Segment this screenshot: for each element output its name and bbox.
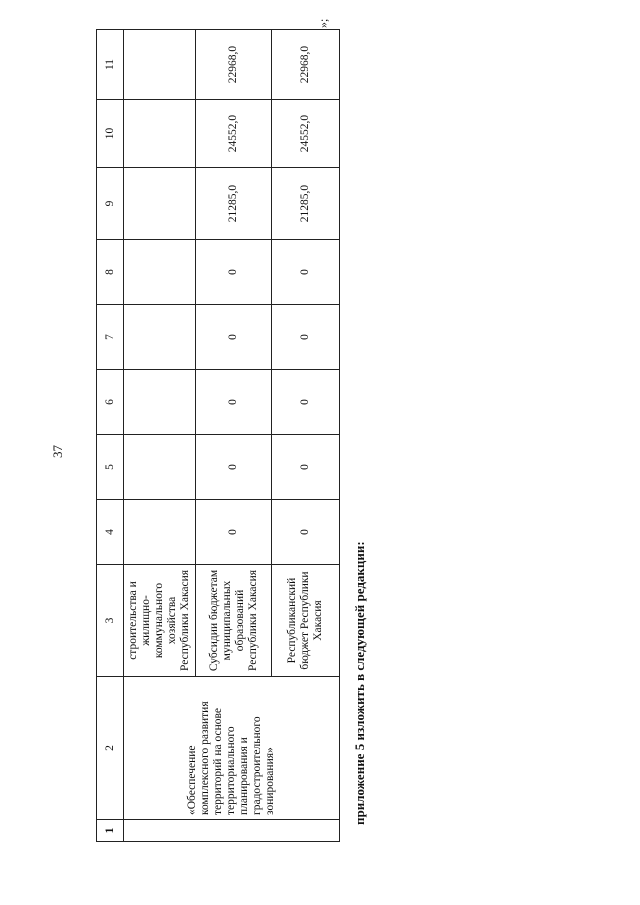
value-cell [124,500,196,565]
column-number: 10 [97,100,124,168]
value-cell: 0 [272,305,340,370]
value-cell: 24552,0 [196,100,272,168]
column-number: 1 [97,820,124,842]
page-number: 37 [50,445,65,458]
value-cell: 22968,0 [272,30,340,100]
value-cell [124,100,196,168]
column-number: 6 [97,370,124,435]
value-cell: 0 [272,435,340,500]
program-name-cell: «Обеспечение комплексного развития территорий на основе территориального планирования и градостроительного зонирования» [124,677,340,820]
appendix-table [96,29,340,842]
closing-quote-mark: »; [316,18,330,28]
column-number: 3 [97,565,124,677]
value-cell: 21285,0 [196,168,272,240]
table-row [124,30,196,842]
value-cell [124,168,196,240]
column-number: 2 [97,677,124,820]
value-cell: 0 [272,370,340,435]
value-cell: 0 [272,500,340,565]
column-number: 9 [97,168,124,240]
funding-source-cell: строительства и жилищно-коммунального хозяйства Республики Хакасия [124,565,196,677]
column-number: 5 [97,435,124,500]
value-cell: 0 [196,435,272,500]
value-cell: 0 [272,240,340,305]
column-number: 4 [97,500,124,565]
column-number: 7 [97,305,124,370]
appendix-table-rotated [96,30,336,842]
value-cell [124,305,196,370]
value-cell: 0 [196,240,272,305]
row-index-cell [124,820,340,842]
value-cell [124,435,196,500]
value-cell: 21285,0 [272,168,340,240]
column-number: 8 [97,240,124,305]
funding-source-cell: Республиканский бюджет Республики Хакасия [272,565,340,677]
value-cell [124,370,196,435]
value-cell [124,30,196,100]
value-cell [124,240,196,305]
value-cell: 0 [196,500,272,565]
value-cell: 24552,0 [272,100,340,168]
value-cell: 22968,0 [196,30,272,100]
funding-source-cell: Субсидии бюджетам муниципальных образований Республики Хакасия [196,565,272,677]
value-cell: 0 [196,305,272,370]
amendment-note: приложение 5 изложить в следующей редакции: [352,541,367,825]
column-number: 11 [97,30,124,100]
column-number-row [97,30,124,842]
value-cell: 0 [196,370,272,435]
